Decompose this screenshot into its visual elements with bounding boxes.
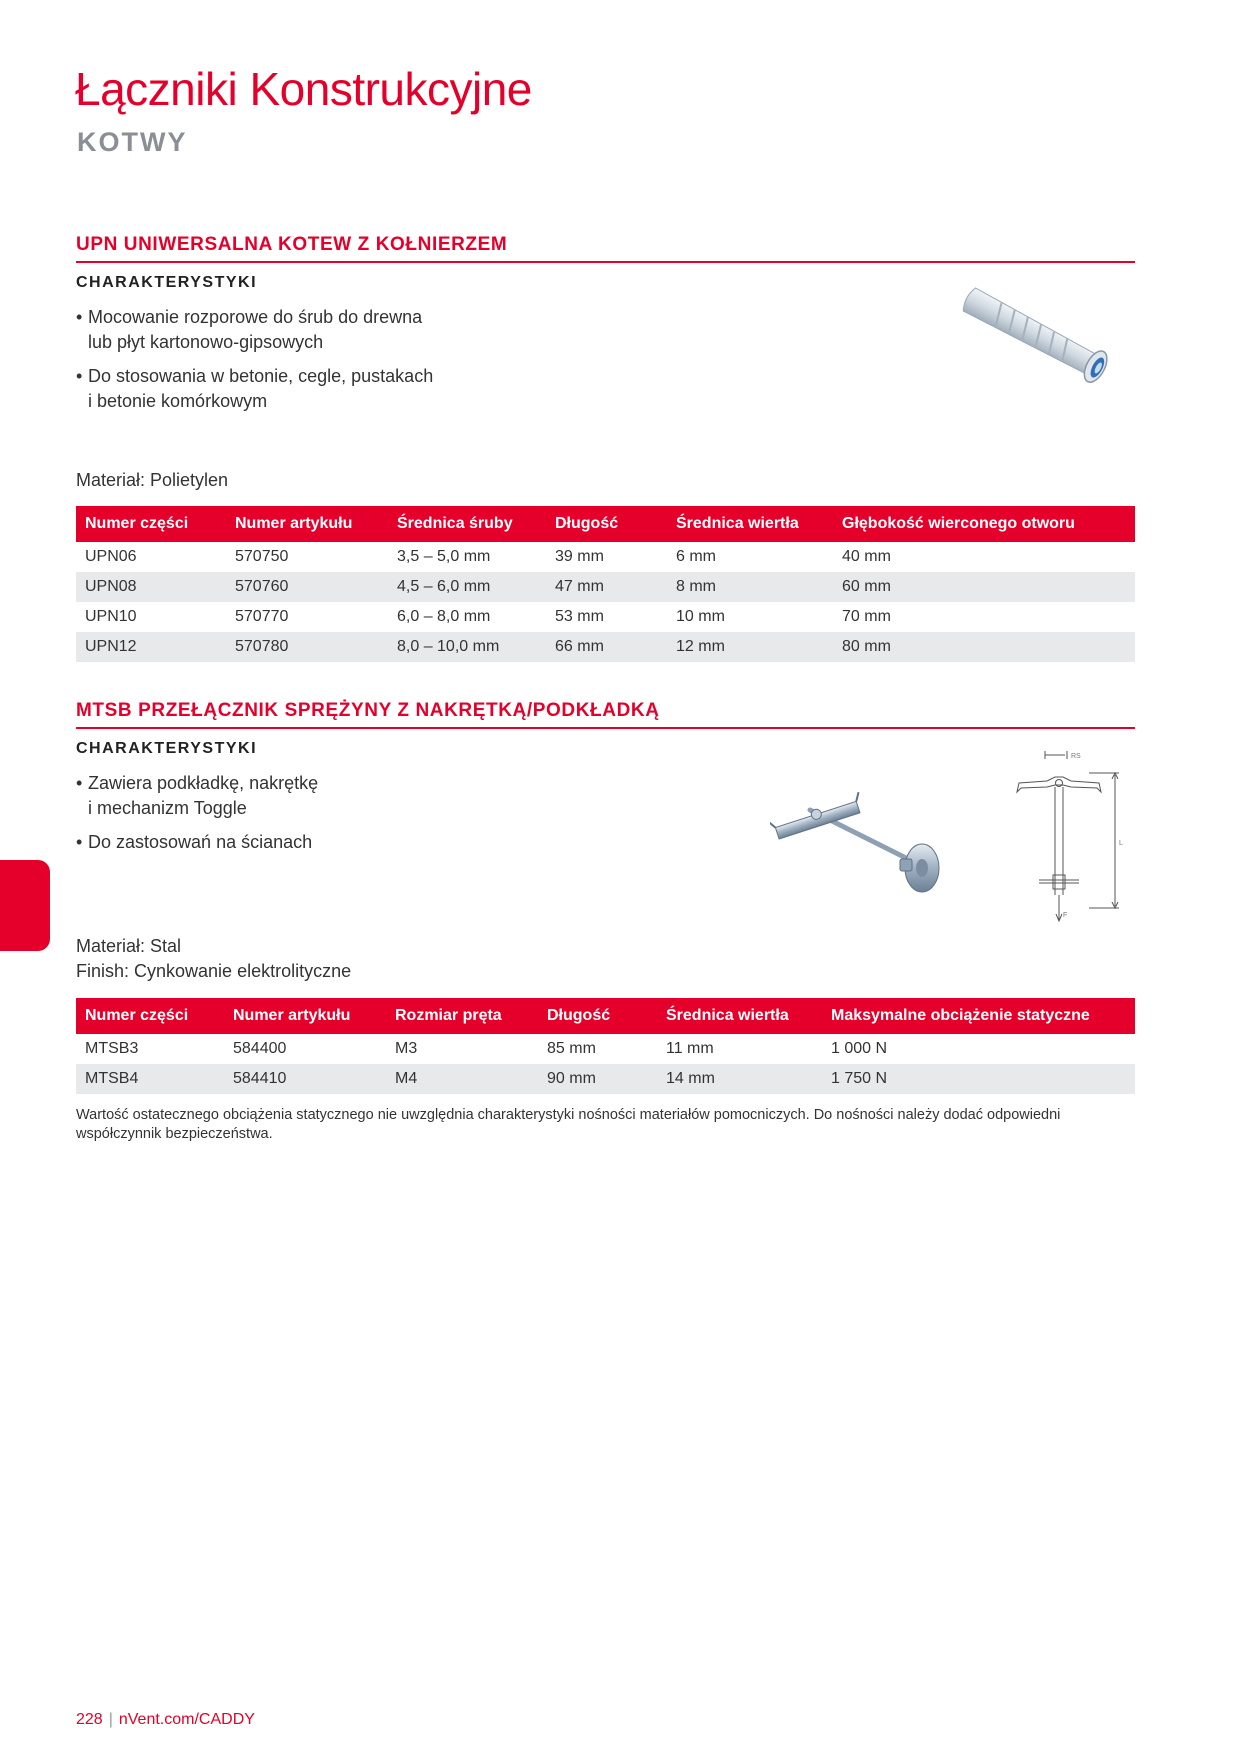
upn-spec-table (76, 506, 1135, 662)
section-divider (76, 727, 1135, 729)
bullet-icon: • (76, 366, 83, 386)
mtsb-technical-drawing (1015, 745, 1140, 940)
column-header: Średnica wiertła (667, 506, 833, 542)
features-list (76, 771, 318, 864)
material-info: Materiał: Stal Finish: Cynkowanie elektrolityczne (76, 936, 352, 981)
table-row: MTSB4 584410 M4 90 mm 14 mm 1 750 N (76, 1064, 1135, 1094)
column-header: Numer części (76, 998, 224, 1034)
section-title-mtsb: MTSB PRZEŁĄCZNIK SPRĘŻYNY Z NAKRĘTKĄ/PODKŁADKĄ (76, 700, 660, 721)
list-item: • Zawiera podkładkę, nakrętkę i mechanizm Toggle (76, 773, 319, 818)
column-header: Rozmiar pręta (386, 998, 538, 1034)
footer-separator: | (108, 1711, 113, 1728)
page-subtitle: KOTWY (77, 127, 188, 157)
table-row: UPN12 570780 8,0 – 10,0 mm 66 mm 12 mm 80 mm (76, 632, 1135, 662)
features-heading: CHARAKTERYSTYKI (76, 740, 258, 757)
diagram-label-f: F (1063, 912, 1068, 919)
footer (76, 1711, 255, 1729)
column-header: Głębokość wierconego otworu (833, 506, 1135, 542)
table-row: UPN06 570750 3,5 – 5,0 mm 39 mm 6 mm 40 mm (85, 548, 891, 565)
diagram-label-l: L (1119, 840, 1123, 847)
chapter-tab (0, 860, 50, 951)
bullet-icon: • (76, 307, 83, 327)
bullet-icon: • (76, 773, 83, 793)
table-header-row (76, 506, 1135, 542)
footer-link[interactable]: nVent.com/CADDY (118, 1711, 255, 1728)
bullet-icon: • (76, 832, 83, 852)
column-header: Maksymalne obciążenie statyczne (822, 998, 1135, 1034)
features-list (76, 305, 433, 423)
section-divider (76, 261, 1135, 263)
page-title: Łączniki Konstrukcyjne (75, 63, 532, 115)
mtsb-spec-table (76, 998, 1135, 1094)
list-item: • Mocowanie rozporowe do śrub do drewna lub płyt kartonowo-gipsowych (76, 307, 423, 352)
column-header: Średnica śruby (388, 506, 546, 542)
upn-anchor-image (950, 280, 1130, 395)
table-row: MTSB3 584400 M3 85 mm 11 mm 1 000 N (85, 1040, 888, 1057)
table-row: UPN08 570760 4,5 – 6,0 mm 47 mm 8 mm 60 mm (76, 572, 1135, 602)
section-title-upn: UPN UNIWERSALNA KOTEW Z KOŁNIERZEM (76, 234, 508, 255)
page-number: 228 (76, 1711, 103, 1728)
features-heading: CHARAKTERYSTYKI (76, 274, 258, 291)
column-header: Numer artykułu (224, 998, 386, 1034)
mtsb-toggle-bolt-image (770, 785, 940, 895)
column-header: Średnica wiertła (657, 998, 822, 1034)
column-header: Długość (538, 998, 657, 1034)
list-item: • Do stosowania w betonie, cegle, pustakach i betonie komórkowym (76, 366, 434, 411)
column-header: Numer artykułu (226, 506, 388, 542)
list-item: • Do zastosowań na ścianach (76, 830, 318, 855)
table-header-row (76, 998, 1135, 1034)
column-header: Długość (546, 506, 667, 542)
column-header: Numer części (76, 506, 226, 542)
diagram-label-rs: RS (1071, 753, 1081, 760)
material-info: Materiał: Polietylen (76, 470, 229, 490)
table-row: UPN10 570770 6,0 – 8,0 mm 53 mm 10 mm 70 mm (85, 608, 891, 625)
load-note: Wartość ostatecznego obciążenia statycznego nie uwzględnia charakterystyki nośności materiałów pomocniczych. Do nośności należy dodać odpowiedni współczynnik bezpieczeństwa. (76, 1107, 1061, 1142)
